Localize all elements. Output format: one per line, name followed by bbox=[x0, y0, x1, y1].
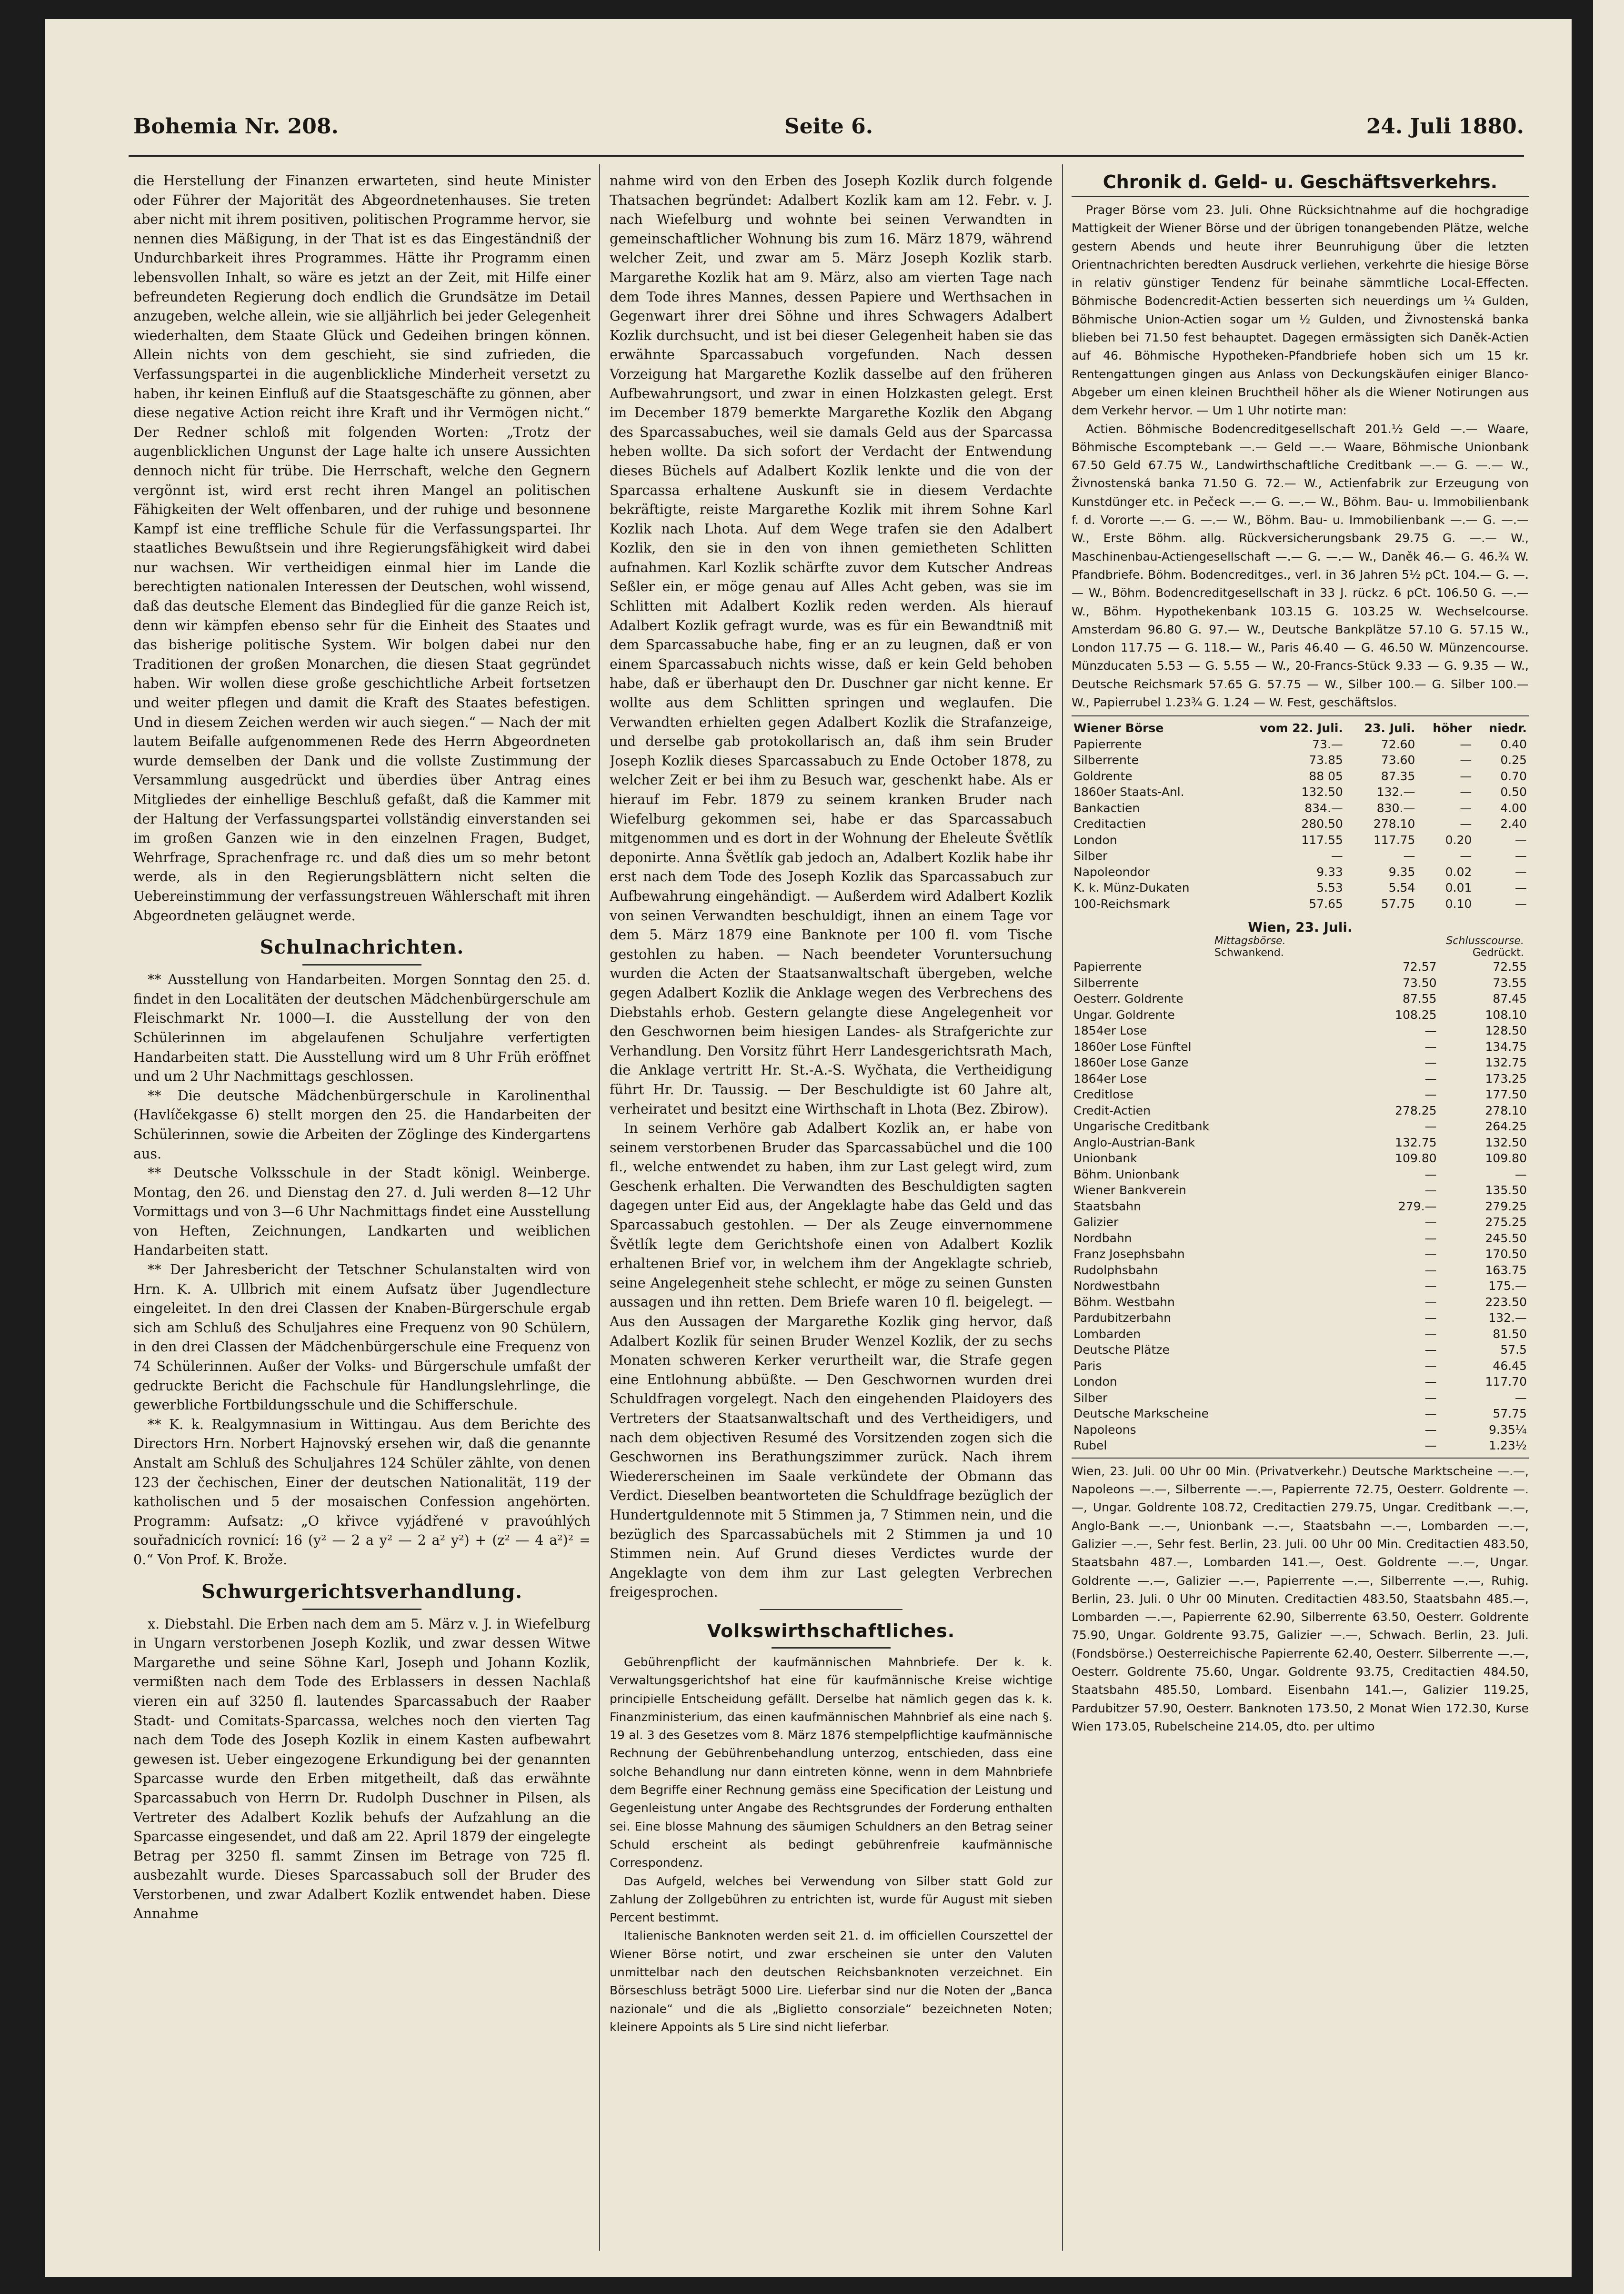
security-name: Silber bbox=[1073, 1390, 1108, 1405]
quote-value: 0.40 bbox=[1500, 737, 1527, 751]
subheader-label: Schwankend. bbox=[1214, 947, 1284, 959]
quote-value: 9.35 bbox=[1388, 865, 1415, 879]
security-name: 1854er Lose bbox=[1073, 1024, 1147, 1038]
scan-edge bbox=[1593, 0, 1624, 2294]
table-row bbox=[1072, 1230, 1529, 1247]
column-divider bbox=[1062, 164, 1063, 2251]
court-title: Schwurgerichtsverhandlung. bbox=[201, 1580, 523, 1603]
finance-chronicle-title: Chronik d. Geld- u. Geschäftsverkehrs. bbox=[1103, 171, 1498, 192]
table-row bbox=[1072, 991, 1529, 1007]
quote-value: — bbox=[1424, 1439, 1437, 1453]
quote-value: 128.50 bbox=[1485, 1024, 1527, 1038]
security-name: Wiener Bankverein bbox=[1073, 1183, 1186, 1197]
quote-value: 175.— bbox=[1488, 1279, 1527, 1293]
security-name: London bbox=[1073, 1375, 1117, 1389]
quote-value: — bbox=[1424, 1407, 1437, 1421]
security-name: Paris bbox=[1073, 1358, 1102, 1373]
quote-value: — bbox=[1424, 1327, 1437, 1341]
telegraph-quotes: Wien, 23. Juli. 00 Uhr 00 Min. (Privatverkehr.) Deutsche Marktscheine —.—, Napoleons —.—, Silberrente —.—, Papierrente 72.75, Oesterr. Goldrente —.—, Ungar. Goldrente 108.72, Creditactien 279.75, Ungar. Creditbank —.—, Anglo-Bank —.—, Unionbank —.—, Staatsbahn —.—, Lombarden —.—, Galizier —.—, Sehr fest. Berlin, 23. Juli. 00 Uhr 00 Min. Creditactien 483.50, Staatsbahn 487.—, Lombarden 141.—, Oest. Goldrente —.—, Ungar. Goldrente —.—, Galizier —.—, Papierrente —.—, Silberrente —.—, Ruhig. Berlin, 23. Juli. 0 Uhr 00 Minuten. Creditactien 483.50, Staatsbahn 485.—, Lombarden —.—, Papierrente 62.90, Silberrente 63.50, Oesterr. Goldrente 75.90, Ungar. Goldrente 93.75, Galizier —.—, Schwach. Berlin, 23. Juli. (Fondsbörse.) Oesterreichische Papierrente 62.40, Oesterr. Silberrente —.—, Oesterr. Goldrente 75.60, Ungar. Goldrente 93.75, Creditactien 484.50, Staatsbahn 485.50, Lombard. Eisenbahn 141.—, Galizier 119.25, Pardubitzer 57.90, Oesterr. Banknoten 173.50, 2 Monat Wien 172.30, Kurse Wien 173.05, Rubelscheine 214.05, dto. per ultimo bbox=[1072, 1464, 1529, 1733]
security-name: Ungar. Goldrente bbox=[1073, 1007, 1175, 1022]
quote-value: — bbox=[1515, 865, 1527, 879]
security-name: Creditlose bbox=[1073, 1087, 1133, 1102]
quote-value: 135.50 bbox=[1485, 1183, 1527, 1197]
title-rule bbox=[302, 1609, 421, 1610]
quote-value: 88 05 bbox=[1309, 769, 1343, 783]
table-row bbox=[1072, 752, 1529, 768]
column-1 bbox=[133, 171, 591, 2244]
quote-value: — bbox=[1424, 1263, 1437, 1277]
quote-value: 132.— bbox=[1488, 1311, 1527, 1325]
table-row bbox=[1072, 1007, 1529, 1023]
table-row bbox=[1072, 1406, 1529, 1422]
security-name: 1860er Lose Fünftel bbox=[1073, 1039, 1192, 1054]
column-3 bbox=[1072, 171, 1529, 2244]
quote-value: — bbox=[1424, 1279, 1437, 1293]
quote-value: — bbox=[1424, 1119, 1437, 1134]
table-row bbox=[1072, 1310, 1529, 1326]
quote-value: 245.50 bbox=[1485, 1231, 1527, 1245]
quote-value: 223.50 bbox=[1485, 1295, 1527, 1309]
table-row bbox=[1072, 800, 1529, 816]
quote-value: — bbox=[1515, 849, 1527, 863]
quote-value: 9.35¼ bbox=[1489, 1422, 1527, 1437]
table-row bbox=[1072, 832, 1529, 848]
table-row bbox=[1072, 1390, 1529, 1406]
quote-value: — bbox=[1424, 1167, 1437, 1181]
quote-value: 0.02 bbox=[1445, 865, 1472, 879]
politics-article: die Herstellung der Finanzen erwarteten, sind heute Minister oder Führer der Majorität des Abgeordnetenhauses. Sie treten aber nicht mit ihrem positiven, politischen Programme hervor, sie nennen dies Mäßigung, in der That ist es das Eingeständniß der Undurchbarkeit ihres Programmes. Hätte ihr Programm einen lebensvollen Inhalt, so wäre es jetzt an der Zeit, mit Hilfe einer befreundeten Regierung doch endlich die Grundsätze im Detail anzugeben, welche allein, wie sie alljährlich bei jeder Gelegenheit wiederhalten, dem Staate Glück und Gedeihen bringen können. Allein nichts von dem geschieht, sie sind zufrieden, die Verfassungspartei in die augenblickliche Minderheit versetzt zu haben, ihr keinen Einfluß auf die Staatsgeschäfte zu gönnen, aber diese negative Action reicht ihre Kraft und ihr Vermögen nicht.“ Der Redner schloß mit folgenden Worten: „Trotz der augenblicklichen Ungunst der Lage halte ich unsere Aussichten dennoch nicht für trübe. Die Herrschaft, welche den Gegnern vergönnt ist, wird erst recht ihren Mangel an politischen Fähigkeiten der Welt offenbaren, und der ruhige und besonnene Kampf ist eine treffliche Schule für die Verfassungspartei. Ihr staatliches Bewußtsein und ihre Regierungsfähigkeit wird dabei nur wachsen. Wir vertheidigen einmal hier im Lande die berechtigten nationalen Interessen der Deutschen, wohl wissend, daß das deutsche Element das Bindeglied für die ganze Reich ist, denn wir kämpfen ebenso sehr für die Einheit des Staates und das bisherige politische System. Wir bolgen dabei nur den Traditionen der großen Monarchen, die diesen Staat gegründet haben. Wir wollen diese große geschichtliche Arbeit fortsetzen und weiter pflegen und damit die Kraft des Staates befestigen. Und in diesem Zeichen werden wir auch siegen.“ — Nach der mit lautem Beifalle aufgenommenen Rede des Herrn Abgeordneten wurde demselben der Dank und die vollste Zustimmung der Versammlung ausgedrückt und überdies über Antrag eines Mitgliedes der einhellige Beschluß gefaßt, daß die Kammer mit der Haltung der Verfassungspartei vollständig einverstanden sei im großen Ganzen wie in den einzelnen Fragen, Budget, Wehrfrage, Sprachenfrage rc. und daß dies um so mehr betont werde, als in den Regierungsblättern nicht selten die Uebereinstimmung der verfassungstreuen Wählerschaft mit ihren Abgeordneten geläugnet werde. bbox=[133, 173, 591, 924]
masthead-issue: Bohemia Nr. 208. bbox=[133, 114, 339, 139]
header-rule bbox=[129, 155, 1524, 157]
quote-value: 280.50 bbox=[1301, 817, 1343, 831]
vienna-exchange-table bbox=[1072, 720, 1529, 912]
column-2 bbox=[610, 171, 1053, 2244]
school-item: ** Deutsche Volksschule in der Stadt königl. Weinberge. Montag, den 26. und Dienstag den 27. d. Juli werden 8—12 Uhr Vormittags und von 3—6 Uhr Nachmittags findet eine Ausstellung von Heften, Zeichnungen, Landkarten und weiblichen Handarbeiten statt. bbox=[133, 1165, 591, 1258]
table-row bbox=[1072, 1358, 1529, 1374]
table-row bbox=[1072, 1262, 1529, 1278]
quote-value: 170.50 bbox=[1485, 1247, 1527, 1261]
separator-rule bbox=[1072, 1458, 1529, 1459]
quote-value: 278.25 bbox=[1395, 1103, 1437, 1117]
quote-value: 73.— bbox=[1312, 737, 1343, 751]
court-article-cont: nahme wird von den Erben des Joseph Kozlik durch folgende Thatsachen begründet: Adalbert Kozlik kam am 12. Febr. v. J. nach Wiefelburg und wohnte bei seinen Verwandten in gemeinschaftlicher Wohnung bis zum 16. März 1879, während welcher Zeit, und zwar am 5. März Joseph Kozlik starb. Margarethe Kozlik hat am 9. März, also am vierten Tage nach dem Tode ihres Mannes, dessen Papiere und Werthsachen in Gegenwart ihrer drei Söhne und ihres Schwagers Adalbert Kozlik durchsucht, und ist bei dieser Gelegenheit haben sie das erwähnte Sparcassabuch vorgefunden. Nach dessen Vorzeigung hat Margarethe Kozlik dasselbe auf den früheren Aufbewahrungsort, und zwar in einen Holzkasten gelegt. Erst im December 1879 bemerkte Margarethe Kozlik den Abgang des Sparcassabuches, weil sie damals Geld aus der Sparcassa heben wollte. Da sich sofort der Verdacht der Entwendung dieses Büchels auf Adalbert Kozlik lenkte und die von der Sparcassa erhaltene Auskunft sie in diesem Verdachte bekräftigte, reiste Margarethe Kozlik mit ihrem Sohne Karl Kozlik nach Lhota. Auf dem Wege trafen sie den Adalbert Kozlik, den sie in den von ihnen gemietheten Schlitten aufnahmen. Karl Kozlik schärfte zuvor dem Kutscher Andreas Seßler ein, er möge genau auf Alles Acht geben, was sie im Schlitten mit Adalbert Kozlik reden werden. Als hierauf Adalbert Kozlik gefragt wurde, was es für ein Bewandtniß mit dem Sparcassabuche habe, fing er an zu leugnen, daß er von einem Sparcassabuch nichts wisse, daß er kein Geld behoben habe, daß er überhaupt den Dr. Duschner gar nicht kenne. Er wollte aus dem Schlitten springen und weglaufen. Die Verwandten erhielten gegen Adalbert Kozlik die Strafanzeige, und derselbe gab protokollarisch an, daß ihm sein Bruder Joseph Kozlik dieses Sparcassabuch zu Ende October 1878, zu welcher Zeit er bei ihm zu Besuch war, geschenkt habe. Als er hierauf im Febr. 1879 zu seinem kranken Bruder nach Wiefelburg gekommen sei, habe er das Sparcassabuch mitgenommen und es dort in der Wohnung der Eheleute Švětlík deponirte. Anna Švětlík gab jedoch an, Adalbert Kozlik habe ihr erst nach dem Tode des Joseph Kozlik das Sparcassabuch zur Aufbewahrung eingehändigt. — Außerdem wird Adalbert Kozlik von seinen Verwandten beschuldigt, ihnen an einem Tage vor dem 5. März 1879 eine Banknote per 100 fl. vom Tische gestohlen zu haben. — Nach beendeter Voruntersuchung wurden die Acten der Staatsanwaltschaft übergeben, welche gegen Adalbert Kozlik die Anklage wegen des Verbrechens des Diebstahls erhob. Gestern gelangte diese Angelegenheit vor den Geschwornen beim hiesigen Landes- als Strafgerichte zur Verhandlung. Den Vorsitz führt Herr Landesgerichtsrath Mach, die Anklage vertritt Hr. St.-A.-S. Wyčhata, die Vertheidigung führt Hr. Dr. Taussig. — Der Beschuldigte ist 60 Jahre alt, verheiratet und besitzt eine Wirthschaft in Lhota (Bez. Zbirow). bbox=[610, 173, 1053, 1117]
security-name: Unionbank bbox=[1073, 1151, 1137, 1166]
security-name: Silber bbox=[1073, 849, 1108, 863]
quote-value: — bbox=[1460, 817, 1472, 831]
subheader-label: Mittagsbörse. bbox=[1214, 935, 1286, 947]
quote-value: 73.60 bbox=[1381, 753, 1415, 767]
security-name: Napoleons bbox=[1073, 1422, 1136, 1437]
security-name: Rudolphsbahn bbox=[1073, 1263, 1158, 1277]
court-article: x. Diebstahl. Die Erben nach dem am 5. März v. J. in Wiefelburg in Ungarn verstorbenen Joseph Kozlik, und zwar dessen Witwe Margarethe und seine Söhne Karl, Joseph und Johann Kozlik, vermißten nach dem Tode des Erblassers in dessen Nachlaß vieren ein auf 3250 fl. lautendes Sparcassabuch der Raaber Stadt- und Comitats-Sparcassa, welches noch den vierten Tag nach dem Tode des Joseph Kozlik in einem Kasten aufbewahrt gewesen ist. Ueber eingezogene Erkundigung bei der genannten Sparcasse wurde den Erben mitgetheilt, daß das erwähnte Sparcassabuch von Herrn Dr. Rudolph Duschner in Pilsen, als Vertreter des Adalbert Kozlik behufs der Aufzahlung an die Sparcasse eingesendet, und daß am 22. April 1879 der eingelegte Betrag per 3250 fl. sammt Zinsen im Betrage von 725 fl. ausbezahlt wurde. Dieses Sparcassabuch soll der Bruder des Verstorbenen, und zwar Adalbert Kozlik entwendet haben. Diese Annahme bbox=[133, 1616, 591, 1922]
security-name: Creditactien bbox=[1073, 817, 1146, 831]
economy-item: Das Aufgeld, welches bei Verwendung von Silber statt Gold zur Zahlung der Zollgebühren zu entrichten ist, wurde für August mit sieben Percent bestimmt. bbox=[610, 1874, 1053, 1925]
security-name: K. k. Münz-Dukaten bbox=[1073, 881, 1190, 895]
page-header bbox=[133, 114, 1524, 148]
title-rule bbox=[302, 964, 421, 966]
economy-item: Italienische Banknoten werden seit 21. d. im officiellen Courszettel der Wiener Börse notirt, und zwar erscheinen sie unter den Valuten unmittelbar nach den deutschen Reichsbanknoten verzeichnet. Ein Börseschluss beträgt 5000 Lire. Lieferbar sind nur die Noten der „Banca nazionale“ und die als „Biglietto consorziale“ bezeichneten Noten; kleinere Appoints als 5 Lire sind nicht lieferbar. bbox=[610, 1929, 1053, 2034]
school-news-title: Schulnachrichten. bbox=[260, 936, 464, 959]
quote-value: — bbox=[1424, 1390, 1437, 1405]
quote-value: 117.70 bbox=[1485, 1375, 1527, 1389]
quote-value: — bbox=[1424, 1422, 1437, 1437]
table-row bbox=[1072, 1087, 1529, 1103]
table-row bbox=[1072, 1422, 1529, 1438]
quote-value: 132.50 bbox=[1485, 1135, 1527, 1149]
quote-value: — bbox=[1460, 737, 1472, 751]
security-name: Franz Josephsbahn bbox=[1073, 1247, 1185, 1261]
security-name: Nordbahn bbox=[1073, 1231, 1132, 1245]
quote-value: — bbox=[1515, 881, 1527, 895]
table-row bbox=[1072, 1167, 1529, 1183]
security-name: 1860er Staats-Anl. bbox=[1073, 785, 1184, 799]
quote-value: — bbox=[1515, 896, 1527, 911]
quote-value: 108.10 bbox=[1485, 1007, 1527, 1022]
security-name: Pardubitzerbahn bbox=[1073, 1311, 1172, 1325]
quote-value: 173.25 bbox=[1485, 1071, 1527, 1086]
security-name: 1860er Lose Ganze bbox=[1073, 1056, 1189, 1070]
table-row bbox=[1072, 1023, 1529, 1039]
quote-value: — bbox=[1460, 753, 1472, 767]
quote-value: 87.35 bbox=[1381, 769, 1415, 783]
quote-value: — bbox=[1424, 1358, 1437, 1373]
column-divider bbox=[599, 164, 600, 2251]
table-row bbox=[1072, 768, 1529, 785]
quote-value: 279.25 bbox=[1485, 1199, 1527, 1213]
quote-value: 5.53 bbox=[1316, 881, 1343, 895]
prague-quotes: Actien. Böhmische Bodencreditgesellschaft 201.½ Geld —.— Waare, Böhmische Escomptebank —.— Geld —.— Waare, Böhmische Unionbank 67.50 Geld 67.75 W., Landwirthschaftliche Creditbank —.— G. —.— W., Živnostenská banka 71.50 G. 72.— W., Actienfabrik zur Erzeugung von Kunstdünger etc. in Pečeck —.— G. —.— W., Böhm. Bau- u. Immobilienbank f. d. Vororte —.— G. —.— W., Böhm. Bau- u. Immobilienbank —.— G. —.— W., Erste Böhm. allg. Rückversicherungsbank 29.75 G. —.— W., Maschinenbau-Actiengesellschaft —.— G. —.— W., Daněk 46.— G. 46.¾ W. Pfandbriefe. Böhm. Bodencreditges., verl. in 36 Jahren 5½ pCt. 104.— G. —.— W., Böhm. Bodencreditgesellschaft in 33 J. rückz. 6 pCt. 106.50 G. —.— W., Böhm. Hypothekenbank 103.15 G. 103.25 W. Wechselcourse. Amsterdam 96.80 G. 97.— W., Deutsche Bankplätze 57.10 G. 57.15 W., London 117.75 — G. 118.— W., Paris 46.40 — G. 46.50 W. Münzencourse. Münzducaten 5.53 — G. 5.55 — W., 20-Francs-Stück 9.33 — G. 9.35 — W., Deutsche Reichsmark 57.65 G. 57.75 — W., Silber 100.— G. Silber 100.— W., Papierrubel 1.23¾ G. 1.24 — W. Fest, geschäftslos. bbox=[1072, 422, 1529, 710]
quote-value: 87.55 bbox=[1403, 992, 1437, 1006]
table-row bbox=[1072, 1150, 1529, 1167]
security-name: Papierrente bbox=[1073, 737, 1142, 751]
security-name: Credit-Actien bbox=[1073, 1103, 1151, 1117]
quote-value: — bbox=[1403, 849, 1415, 863]
table-row bbox=[1072, 1278, 1529, 1294]
quote-value: 73.50 bbox=[1403, 976, 1437, 990]
quote-value: — bbox=[1331, 849, 1343, 863]
quote-value: 278.10 bbox=[1373, 817, 1415, 831]
title-rule bbox=[1072, 196, 1529, 197]
quote-value: 132.— bbox=[1376, 785, 1415, 799]
security-name: Deutsche Markscheine bbox=[1073, 1407, 1209, 1421]
quote-value: 57.5 bbox=[1500, 1343, 1527, 1357]
security-name: London bbox=[1073, 833, 1117, 847]
security-name: Deutsche Plätze bbox=[1073, 1343, 1170, 1357]
court-article-cont: In seinem Verhöre gab Adalbert Kozlik an, er habe von seinem verstorbenen Bruder das Sparcassabüchel und die 100 fl., welche entwendet zu haben, ihm zur Last gelegt wird, zum Geschenk erhalten. Die Verwandten des Beschuldigten sagten dagegen unter Eid aus, der Angeklagte habe das Geld und das Sparcassabuch gestohlen. — Der als Zeuge einvernommene Švětlík legte dem Gerichtshofe einen von Adalbert Kozlik erhaltenen Brief vor, in welchem ihm der Angeklagte schrieb, seine Angelegenheit stehe schlecht, er möge zu seinen Gunsten aussagen und ihn retten. Dem Briefe waren 10 fl. beigelegt. — Aus den Aussagen der Margarethe Kozlik ging hervor, daß Adalbert Kozlik für seinen Bruder Wenzel Kozlik, der zu sechs Monaten schweren Kerker verurtheilt war, die Strafe gegen eine Entlohnung abbüßte. — Den Geschwornen wurden drei Schuldfragen vorgelegt. Nach den eingehenden Plaidoyers des Vertreters der Staatsanwaltschaft und des Vertheidigers, und nach dem objectiven Resumé des Vorsitzenden zogen sich die Geschwornen ins Berathungszimmer zurück. Nach ihrem Wiedererscheinen im Saale verkündete der Obmann das Verdict. Dieselben beantworteten die Schuldfrage bezüglich der Hundertguldennote mit 5 Stimmen ja, 7 Stimmen nein, und die bezüglich des Sparcassabüchels mit 2 Stimmen ja und 10 Stimmen nein. Auf Grund dieses Verdictes wurde der Angeklagte von dem ihm zur Last gelegten Verbrechen freigesprochen. bbox=[610, 1120, 1053, 1600]
economy-item: Gebührenpflicht der kaufmännischen Mahnbriefe. Der k. k. Verwaltungsgerichtshof hat eine für kaufmännische Kreise wichtige principielle Entscheidung gefällt. Derselbe hat nämlich gegen das k. k. Finanzministerium, das einen kaufmännischen Mahnbrief als eine nach §. 19 al. 3 des Gesetzes vom 8. März 1876 stempelpflichtige kaufmännische Rechnung der Gebührenbehandlung unterzog, entschieden, dass eine solche Behandlung nur dann eintreten könne, wenn in dem Mahnbriefe dem Begriffe einer Rechnung gemäss eine Specification der Leistung und Gegenleistung unter Angabe des Rechtsgrundes der Forderung enthalten sei. Eine blosse Mahnung des säumigen Schuldners an den Betrag seiner Schuld erscheint als bedingt gebührenfreie kaufmännische Correspondenz. bbox=[610, 1655, 1053, 1870]
quote-value: 1.23½ bbox=[1489, 1439, 1527, 1453]
table-row bbox=[1072, 1039, 1529, 1055]
table-row bbox=[1072, 1438, 1529, 1454]
quote-value: 81.50 bbox=[1493, 1327, 1527, 1341]
security-name: Rubel bbox=[1073, 1439, 1107, 1453]
quote-value: 87.45 bbox=[1493, 992, 1527, 1006]
column-header: vom 22. Juli. bbox=[1259, 721, 1343, 735]
quote-value: — bbox=[1515, 1167, 1527, 1181]
quote-value: 4.00 bbox=[1500, 801, 1527, 815]
security-name: Papierrente bbox=[1073, 960, 1142, 974]
quote-value: 834.— bbox=[1304, 801, 1343, 815]
security-name: Lombarden bbox=[1073, 1327, 1141, 1341]
economy-title: Volkswirthschaftliches. bbox=[707, 1620, 955, 1641]
table-row bbox=[1072, 1374, 1529, 1390]
quote-value: 0.70 bbox=[1500, 769, 1527, 783]
security-name: Silberrente bbox=[1073, 753, 1139, 767]
quote-value: 109.80 bbox=[1485, 1151, 1527, 1166]
table-row bbox=[1072, 1326, 1529, 1342]
table-row bbox=[1072, 1071, 1529, 1087]
quote-value: — bbox=[1424, 1215, 1437, 1229]
security-name: Nordwestbahn bbox=[1073, 1279, 1160, 1293]
table-row bbox=[1072, 1294, 1529, 1310]
column-header: 23. Juli. bbox=[1364, 721, 1415, 735]
subheader-label: Gedrückt. bbox=[1473, 947, 1524, 959]
quote-value: 73.55 bbox=[1493, 976, 1527, 990]
security-name: Galizier bbox=[1073, 1215, 1119, 1229]
quote-value: — bbox=[1424, 1375, 1437, 1389]
quote-value: 109.80 bbox=[1395, 1151, 1437, 1166]
quote-value: 275.25 bbox=[1485, 1215, 1527, 1229]
table-subheader bbox=[1072, 935, 1529, 947]
quote-value: — bbox=[1424, 1071, 1437, 1086]
quote-value: 2.40 bbox=[1500, 817, 1527, 831]
table-row bbox=[1072, 1135, 1529, 1151]
security-name: Napoleondor bbox=[1073, 865, 1150, 879]
table-row bbox=[1072, 848, 1529, 864]
quote-value: — bbox=[1460, 769, 1472, 783]
security-name: Anglo-Austrian-Bank bbox=[1073, 1135, 1195, 1149]
security-name: 1864er Lose bbox=[1073, 1071, 1147, 1086]
quote-value: 46.45 bbox=[1493, 1358, 1527, 1373]
quote-value: — bbox=[1515, 833, 1527, 847]
table-row bbox=[1072, 975, 1529, 991]
security-name: 100-Reichsmark bbox=[1073, 896, 1170, 911]
quote-value: 57.75 bbox=[1381, 896, 1415, 911]
table-row bbox=[1072, 1246, 1529, 1262]
quote-value: 134.75 bbox=[1485, 1039, 1527, 1054]
quote-value: 73.85 bbox=[1309, 753, 1343, 767]
subheader-label: Schlusscourse. bbox=[1446, 935, 1524, 947]
quote-value: 163.75 bbox=[1485, 1263, 1527, 1277]
quote-value: 5.54 bbox=[1388, 881, 1415, 895]
quote-value: 132.75 bbox=[1485, 1056, 1527, 1070]
quote-value: 177.50 bbox=[1485, 1087, 1527, 1102]
quote-value: 117.75 bbox=[1373, 833, 1415, 847]
table-row bbox=[1072, 1055, 1529, 1071]
quote-value: 0.50 bbox=[1500, 785, 1527, 799]
quote-value: 72.55 bbox=[1493, 960, 1527, 974]
quote-value: 0.01 bbox=[1445, 881, 1472, 895]
school-item: ** K. k. Realgymnasium in Wittingau. Aus dem Berichte des Directors Hrn. Norbert Hajnovský ersehen wir, daß die genannte Anstalt am Schluß des Schuljahres 124 Schüler zählte, von denen 123 der čechischen, Einer der deutschen Nationalität, 119 der katholischen und 5 der mosaischen Confession angehörten. Programm: Aufsatz: „O křivce vyjádřené v pravoúhlých souřadnicích rovnicí: 16 (y² — 2 a y² — 2 a² y²) + (z² — 4 a²)² = 0.“ Von Prof. K. Brože. bbox=[133, 1416, 591, 1568]
quote-value: 108.25 bbox=[1395, 1007, 1437, 1022]
separator-rule bbox=[1072, 715, 1529, 716]
vienna-midday-title: Wien, 23. Juli. bbox=[1248, 919, 1353, 936]
table-row bbox=[1072, 896, 1529, 912]
table-row bbox=[1072, 1103, 1529, 1119]
quote-value: 132.75 bbox=[1395, 1135, 1437, 1149]
table-row bbox=[1072, 880, 1529, 896]
quote-value: 72.57 bbox=[1403, 960, 1437, 974]
table-row bbox=[1072, 864, 1529, 880]
title-rule bbox=[772, 1647, 891, 1649]
quote-value: — bbox=[1424, 1056, 1437, 1070]
table-row bbox=[1072, 736, 1529, 753]
quote-value: — bbox=[1424, 1183, 1437, 1197]
page-number: Seite 6. bbox=[784, 114, 873, 139]
column-header: niedr. bbox=[1489, 721, 1527, 735]
table-title: Wiener Börse bbox=[1073, 721, 1164, 735]
security-name: Goldrente bbox=[1073, 769, 1133, 783]
quote-value: — bbox=[1424, 1311, 1437, 1325]
quote-value: — bbox=[1424, 1295, 1437, 1309]
quote-value: — bbox=[1424, 1343, 1437, 1357]
table-row bbox=[1072, 1342, 1529, 1358]
quote-value: 57.75 bbox=[1493, 1407, 1527, 1421]
security-name: Ungarische Creditbank bbox=[1073, 1119, 1210, 1134]
quote-value: 57.65 bbox=[1309, 896, 1343, 911]
school-item: ** Ausstellung von Handarbeiten. Morgen Sonntag den 25. d. findet in den Localitäten der deutschen Mädchenbürgerschule am Fleischmarkt Nr. 1000—I. die Ausstellung der von den Schülerinnen im abgelaufenen Schuljahre verfertigten Handarbeiten statt. Die Ausstellung wird um 8 Uhr Früh eröffnet und um 2 Uhr Nachmittags geschlossen. bbox=[133, 972, 591, 1085]
issue-date: 24. Juli 1880. bbox=[1366, 114, 1524, 139]
quote-value: — bbox=[1460, 785, 1472, 799]
quote-value: — bbox=[1424, 1231, 1437, 1245]
school-item: ** Die deutsche Mädchenbürgerschule in Karolinenthal (Havlíčekgasse 6) stellt morgen den 25. die Handarbeiten der Schülerinnen, sowie die Arbeiten der Zöglinge des Kindergartens aus. bbox=[133, 1087, 591, 1162]
quote-value: 830.— bbox=[1376, 801, 1415, 815]
school-item: ** Der Jahresbericht der Tetschner Schulanstalten wird von Hrn. K. A. Ullbrich mit einem Aufsatz über Jugendlecture eingeleitet. In den drei Classen der Knaben-Bürgerschule ergab sich am Schluß des Schuljahres eine Frequenz von 90 Schülern, in den drei Classen der Mädchenbürgerschule eine Frequenz von 74 Schülerinnen. Außer der Volks- und Bürgerschule umfaßt der gedruckte Bericht die Fachschule für Handlungslehrlinge, die gewerbliche Fortbildungsschule und die Schifferschule. bbox=[133, 1262, 591, 1413]
quote-value: 9.33 bbox=[1316, 865, 1343, 879]
quote-value: — bbox=[1424, 1039, 1437, 1054]
quote-value: 279.— bbox=[1398, 1199, 1437, 1213]
security-name: Silberrente bbox=[1073, 976, 1139, 990]
quote-value: — bbox=[1424, 1087, 1437, 1102]
quote-value: 0.25 bbox=[1500, 753, 1527, 767]
quote-value: 264.25 bbox=[1485, 1119, 1527, 1134]
quote-value: 0.10 bbox=[1445, 896, 1472, 911]
quote-value: 132.50 bbox=[1301, 785, 1343, 799]
quote-value: — bbox=[1424, 1247, 1437, 1261]
prague-exchange-report: Prager Börse vom 23. Juli. Ohne Rücksichtnahme auf die hochgradige Mattigkeit der Wiener Börse und der übrigen tonangebenden Plätze, welche gestern Abends und heute ihrer Beunruhigung über die letzten Orientnachrichten beredten Ausdruck verliehen, verkehrte die hiesige Börse in relativ günstiger Tendenz für beinahe sämmtliche Local-Effecten. Böhmische Bodencredit-Actien besserten sich neuerdings um ¼ Gulden, Böhmische Union-Actien sogar um ½ Gulden, und Živnostenská banka blieben bei 71.50 fest behauptet. Dagegen ermässigten sich Daněk-Actien auf 46. Böhmische Hypotheken-Pfandbriefe hoben sich um 15 kr. Rentengattungen gingen aus Anlass von Deckungskäufen einiger Blanco-Abgeber um einen kleinen Bruchtheil höher als die Wiener Notirungen aus dem Verkehr hervor. — Um 1 Uhr notirte man: bbox=[1072, 203, 1529, 418]
security-name: Oesterr. Goldrente bbox=[1073, 992, 1183, 1006]
quote-value: 0.20 bbox=[1445, 833, 1472, 847]
security-name: Böhm. Unionbank bbox=[1073, 1167, 1180, 1181]
security-name: Bankactien bbox=[1073, 801, 1140, 815]
table-row bbox=[1072, 959, 1529, 975]
quote-value: 278.10 bbox=[1485, 1103, 1527, 1117]
quote-value: 72.60 bbox=[1381, 737, 1415, 751]
table-row bbox=[1072, 1118, 1529, 1135]
security-name: Staatsbahn bbox=[1073, 1199, 1142, 1213]
quote-value: — bbox=[1460, 849, 1472, 863]
column-header: höher bbox=[1433, 721, 1472, 735]
table-row bbox=[1072, 1214, 1529, 1230]
table-row bbox=[1072, 1198, 1529, 1215]
table-row bbox=[1072, 816, 1529, 832]
table-row bbox=[1072, 784, 1529, 800]
quote-value: 117.55 bbox=[1301, 833, 1343, 847]
quote-value: — bbox=[1515, 1390, 1527, 1405]
table-subheader bbox=[1072, 947, 1529, 959]
separator-rule bbox=[760, 1609, 902, 1610]
quote-value: — bbox=[1460, 801, 1472, 815]
table-row bbox=[1072, 1182, 1529, 1198]
vienna-midday-table bbox=[1072, 959, 1529, 1454]
security-name: Böhm. Westbahn bbox=[1073, 1295, 1175, 1309]
quote-value: — bbox=[1424, 1024, 1437, 1038]
